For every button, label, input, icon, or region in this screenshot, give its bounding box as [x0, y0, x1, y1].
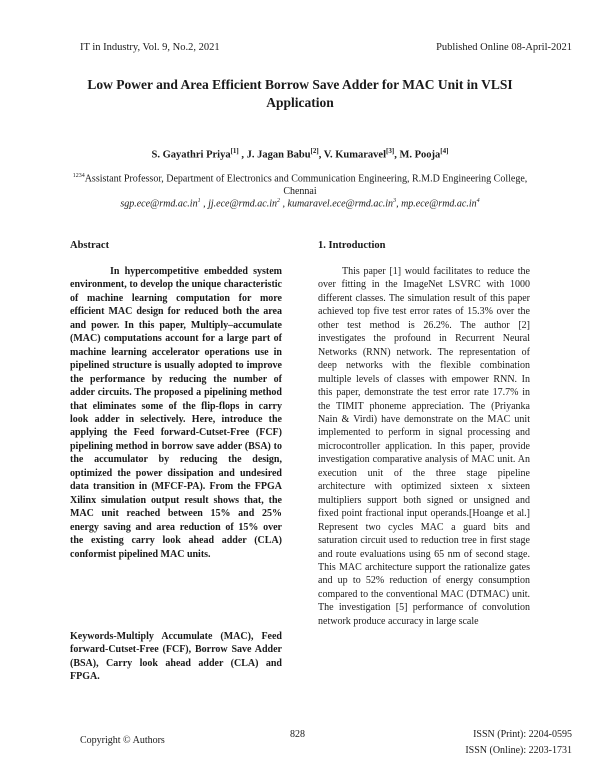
email-separator: , [280, 198, 288, 210]
author-name: J. Jagan Babu [246, 149, 311, 161]
email-link[interactable]: jj.ece@rmd.ac.in [208, 198, 277, 210]
email-ref: 3 [393, 198, 397, 204]
author-ref: [3] [386, 147, 395, 155]
author-separator: , [318, 149, 324, 161]
email-ref: 4 [476, 198, 480, 204]
author-name: V. Kumaravel [323, 149, 387, 161]
published-date: Published Online 08-April-2021 [436, 42, 572, 53]
affiliation-text: Assistant Professor, Department of Electronics and Communication Engineering, R.M.D Engineering College, Chennai [84, 173, 528, 198]
email-ref: 1 [197, 198, 201, 204]
email-link[interactable]: sgp.ece@rmd.ac.in [120, 198, 198, 210]
author-name: S. Gayathri Priya [151, 149, 231, 161]
author-ref: [4] [440, 147, 449, 155]
journal-header: IT in Industry, Vol. 9, No.2, 2021 [80, 42, 220, 53]
email-separator: , [200, 198, 209, 210]
author-separator: , [394, 149, 400, 161]
keywords: Keywords-Multiply Accumulate (MAC), Feed forward-Cutset-Free (FCF), Borrow Save Adder (BSA), Carry look ahead adder (CLA) and FPGA. [70, 631, 282, 683]
email-ref: 2 [277, 198, 280, 204]
abstract-heading: Abstract [70, 240, 110, 251]
email-link[interactable]: kumaravel.ece@rmd.ac.in [287, 198, 394, 210]
author-name: M. Pooja [399, 149, 441, 161]
author-list [60, 147, 540, 161]
page-number: 828 [290, 729, 305, 740]
copyright: Copyright © Authors [80, 735, 165, 746]
author-separator: , [238, 149, 247, 161]
affiliation-ref: 1234 [72, 173, 85, 179]
affiliation [70, 170, 530, 198]
introduction-body: This paper [1] would facilitates to reduce the over fitting in the ImageNet LSVRC with 1000 different classes. The simulation result of this paper achieved top five test error rates of 15.3% over the other test method is 26.2%. The author [2] investigates the profound in Recurrent Neural Networks (RNN) network. The representation of deep networks with the flexible combination multiple levels of classes with empower RNN. In this paper, demonstrate the test error rate 17.7% in the TIMIT phoneme appreciation. The (Priyanka Nain & Virdi) have demonstrate on the MAC unit implemented to perform in signal processing and microcontroller application. In this paper, provide investigation comparative analysis of MAC unit. An execution unit of the three stage pipeline architecture with optimized sixteen x sixteen multipliers support both signed or unsigned and fixed point fractional input operands.[Hoange et al.] Represent two cycles MAC a guard bits and saturation circuit used to reduction tree in first stage and route evaluations using 65 nm of second stage. This MAC architecture support the rationalize gates and up to 52% reduction of energy consumption compared to the conventional MAC (DTMAC) unit. The investigation [5] performance of convolution network produce accuracy in large scale [318, 266, 530, 627]
introduction-heading: 1. Introduction [318, 240, 386, 251]
issn-online: ISSN (Online): 2203-1731 [465, 745, 572, 756]
paper-title: Low Power and Area Efficient Borrow Save Adder for MAC Unit in VLSI Application [87, 77, 513, 110]
author-ref: [1] [230, 147, 239, 155]
abstract-body: In hypercompetitive embedded system environment, to develop the unique characteristic of machine learning computation for more efficient MAC design for reduced both the area and power. In this paper, Multiply–accumulate (MAC) computations account for a large part of machine learning accelerator operations use in pipelined structure is usually adopted to improve the performance by reducing the number of adder circuits. The proposed a pipelining method that eliminates some of the flip-flops in carry look adder in selectively. Here, introduce the applying the Feed forward-Cutset-Free (FCF) pipelining method in borrow save adder (BSA) to the accumulator by reducing the design, optimized the power dissipation and undesired data transition in (MFCF-PA). From the FPGA Xilinx simulation output result shows that, the MAC unit reached between 15% and 25% energy saving and area reduction of 15% over the existing carry look ahead adder (CLA) conformist pipelined MAC units. [70, 266, 282, 560]
author-emails [60, 198, 540, 209]
issn-print: ISSN (Print): 2204-0595 [473, 729, 572, 740]
email-link[interactable]: mp.ece@rmd.ac.in [401, 198, 477, 210]
email-separator: , [396, 198, 402, 210]
author-ref: [2] [310, 147, 319, 155]
